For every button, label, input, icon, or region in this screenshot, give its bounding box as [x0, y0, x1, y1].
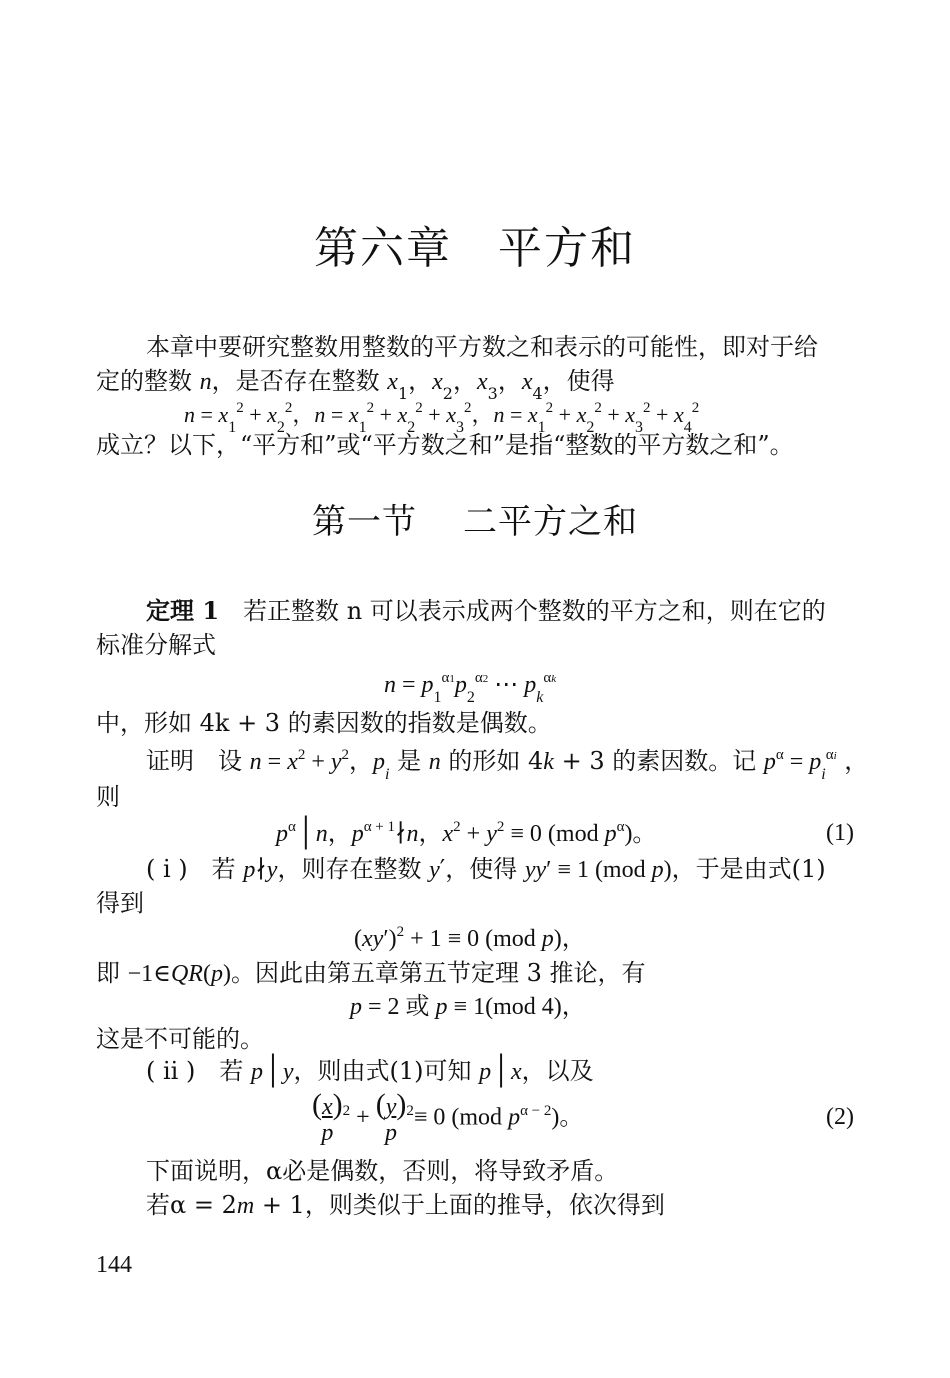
- page-number: 144: [96, 1252, 132, 1278]
- section-number: 第一节: [312, 502, 417, 542]
- chapter-heading: [0, 212, 950, 276]
- case-1-line-4: 即 −1∈QR(p)。因此由第五章第五节定理 3 推论，有: [96, 959, 646, 987]
- note-line-1: 下面说明，α必是偶数，否则，将导致矛盾。: [146, 1157, 619, 1185]
- case-1-result: p = 2 或 p ≡ 1(mod 4)，: [350, 994, 586, 1020]
- case-1-line-1: ( i ) 若 p∤y，则存在整数 y′，使得 yy′ ≡ 1 (mod p)，于是由式(1): [146, 855, 826, 883]
- intro-line-2: 定的整数 n，是否存在整数 $x_1$，$x_2$，$x_3$，$x_4$，使得: [96, 367, 615, 403]
- case-1-line-2: 得到: [96, 889, 144, 917]
- chapter-subject: 平方和: [498, 223, 636, 274]
- intro-line-1: 本章中要研究整数用整数的平方数之和表示的可能性，即对于给: [146, 333, 818, 361]
- section-subject: 二平方之和: [463, 502, 638, 542]
- case-2-line-1: ( ii ) 若 p│y，则由式(1)可知 p│x，以及: [146, 1055, 594, 1086]
- factorization-formula: $n = p_1^{\alpha 1}p_2^{\alpha 2}$ ⋯ $p_k^{\alpha k}$: [384, 670, 557, 706]
- proof-line-1: 证明 设 $n = x^2 + y^2$，$p_i$ 是 n 的形如 4k + 3 的素因数。记 $p^\alpha = p_i^{\alpha i}$ ，: [146, 747, 869, 783]
- theorem-label: 定理 1: [146, 596, 220, 625]
- equation-2: (x) p $^2$ + (y) p $^2$≡ 0 (mod $p^{\alpha - 2}$)。: [312, 1088, 584, 1146]
- proof-line-2: 则: [96, 783, 120, 811]
- intro-line-4: 成立？以下，“平方和”或“平方数之和”是指“整数的平方数之和”。: [96, 431, 794, 459]
- chapter-number: 第六章: [314, 223, 452, 274]
- case-1-congruence: $(xy')^2 + 1 \equiv 0$ (mod p)，: [354, 924, 586, 952]
- theorem-line-2: 标准分解式: [96, 631, 216, 659]
- proof-label: 证明: [146, 747, 194, 775]
- theorem-line-4: 中，形如 4k + 3 的素因数的指数是偶数。: [96, 709, 552, 737]
- case-1-conclusion: 这是不可能的。: [96, 1025, 264, 1053]
- intro-equations: $n = x_1^2 + x_2^2$，$n = x_1^2 + x_2^2 + x_3^2$，$n = x_1^2 + x_2^2 + x_3^2 + x_4^2$: [184, 400, 700, 436]
- case-2-label: ( ii ): [146, 1057, 196, 1085]
- equation-2-number: (2): [826, 1104, 854, 1130]
- note-line-2: 若α = 2m + 1，则类似于上面的推导，依次得到: [146, 1191, 665, 1219]
- case-1-label: ( i ): [146, 855, 188, 883]
- equation-1: $p^\alpha│n$，$p^{\alpha + 1}∤n$，$x^2 + y^2 \equiv 0$ (mod $p^\alpha$)。: [276, 817, 657, 848]
- section-heading: [0, 494, 950, 543]
- theorem-line-1: 定理 1 若正整数 n 可以表示成两个整数的平方之和，则在它的: [146, 596, 826, 625]
- equation-1-number: (1): [826, 820, 854, 846]
